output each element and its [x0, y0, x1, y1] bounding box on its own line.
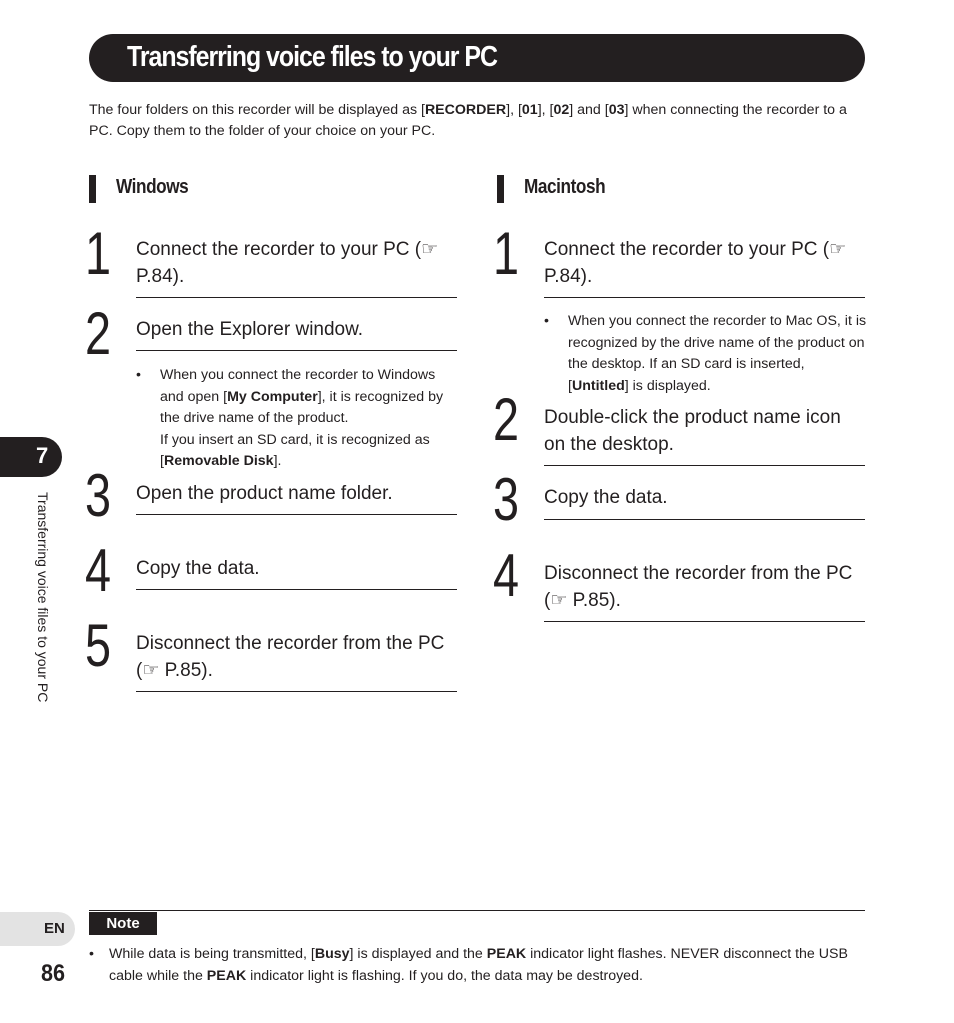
- windows-heading: [89, 174, 459, 204]
- step-text: Double-click the product name icon on the desktop.: [544, 407, 841, 455]
- windows-bullet-note: [136, 365, 458, 475]
- bullet-dot: •: [136, 367, 141, 383]
- mac-bullet-note: [544, 311, 866, 401]
- step-text: Connect the recorder to your PC (☞ P.84).: [544, 239, 847, 287]
- folder-02: 02: [553, 102, 570, 118]
- removable-disk-label: Removable Disk: [163, 453, 274, 469]
- note-text: indicator light flashes. NEVER disconnect the USB cable while the: [109, 946, 848, 984]
- step-number: 4: [85, 537, 112, 604]
- step-text: Disconnect the recorder from the PC (☞ P.85).: [136, 633, 445, 681]
- step-number: 2: [493, 386, 520, 453]
- step-divider: [544, 621, 865, 622]
- step-number: 5: [85, 612, 112, 679]
- language-label: EN: [44, 920, 65, 937]
- bullet-text: When you connect the recorder to Mac OS, it is recognized by the drive name of the product on the desktop. If an SD card is inserted, [: [568, 313, 867, 394]
- intro-text: The four folders on this recorder will be displayed as [: [89, 102, 425, 118]
- step-divider: [136, 514, 457, 515]
- step-divider: [544, 519, 865, 520]
- step-number: 4: [493, 542, 520, 609]
- chapter-tab: [0, 437, 62, 477]
- step-text: Open the Explorer window.: [136, 319, 364, 340]
- step-divider: [136, 589, 457, 590]
- step-text: Disconnect the recorder from the PC (☞ P.85).: [544, 563, 853, 611]
- step-text: Connect the recorder to your PC (☞ P.84).: [136, 239, 439, 287]
- intro-text: ] when connecting the recorder to a PC. Copy them to the folder of your choice on your PC.: [89, 102, 847, 139]
- bullet-text: ] is displayed.: [624, 377, 711, 394]
- bullet-text: If you insert an SD card, it is recognized as [: [160, 431, 430, 469]
- step-divider: [544, 465, 865, 466]
- page-title: Transferring voice files to your PC: [127, 41, 497, 73]
- intro-text: ], [: [506, 102, 522, 118]
- busy-label: Busy: [314, 946, 350, 962]
- folder-recorder: RECORDER: [424, 102, 507, 118]
- bullet-text: When you connect the recorder to Windows and open [: [160, 367, 436, 405]
- my-computer-label: My Computer: [227, 388, 318, 405]
- step-number: 1: [85, 220, 112, 287]
- untitled-label: Untitled: [571, 377, 625, 394]
- step-text: Copy the data.: [136, 558, 260, 579]
- bullet-dot: •: [544, 313, 549, 329]
- step-divider: [136, 297, 457, 298]
- peak-label: PEAK: [206, 968, 247, 984]
- section-title: Windows: [116, 176, 189, 198]
- note-divider: [89, 910, 865, 911]
- step-text: Open the product name folder.: [136, 483, 393, 504]
- bullet-text: ].: [273, 453, 282, 469]
- intro-text: ], [: [537, 102, 554, 118]
- section-title: Macintosh: [524, 176, 606, 198]
- page-number: 86: [41, 960, 66, 987]
- step-number: 2: [85, 300, 112, 367]
- note-text: ] is displayed and the: [349, 946, 487, 962]
- bullet-dot: •: [89, 946, 94, 962]
- folder-01: 01: [521, 102, 538, 118]
- step-number: 1: [493, 220, 520, 287]
- peak-label: PEAK: [486, 946, 527, 962]
- step-divider: [136, 350, 457, 351]
- step-number: 3: [493, 466, 520, 533]
- language-tab: [0, 912, 75, 946]
- step-divider: [544, 297, 865, 298]
- intro-text: ] and [: [569, 102, 609, 118]
- folder-03: 03: [608, 102, 625, 118]
- section-marker: [497, 175, 504, 203]
- note-text: While data is being transmitted, [: [109, 946, 315, 962]
- running-title: Transferring voice files to your PC: [35, 492, 51, 703]
- note-label: Note: [89, 912, 157, 935]
- macintosh-heading: [497, 174, 867, 204]
- step-text: Copy the data.: [544, 487, 668, 508]
- step-number: 3: [85, 462, 112, 529]
- chapter-number: 7: [36, 443, 49, 468]
- macintosh-section: [493, 174, 867, 611]
- section-marker: [89, 175, 96, 203]
- note-text: indicator light is flashing. If you do, the data may be destroyed.: [246, 968, 643, 984]
- windows-section: [85, 174, 459, 681]
- step-divider: [136, 691, 457, 692]
- title-bar: [89, 34, 865, 82]
- bullet-text: ], it is recognized by the drive name of the product.: [160, 388, 444, 426]
- intro-paragraph: [89, 100, 849, 142]
